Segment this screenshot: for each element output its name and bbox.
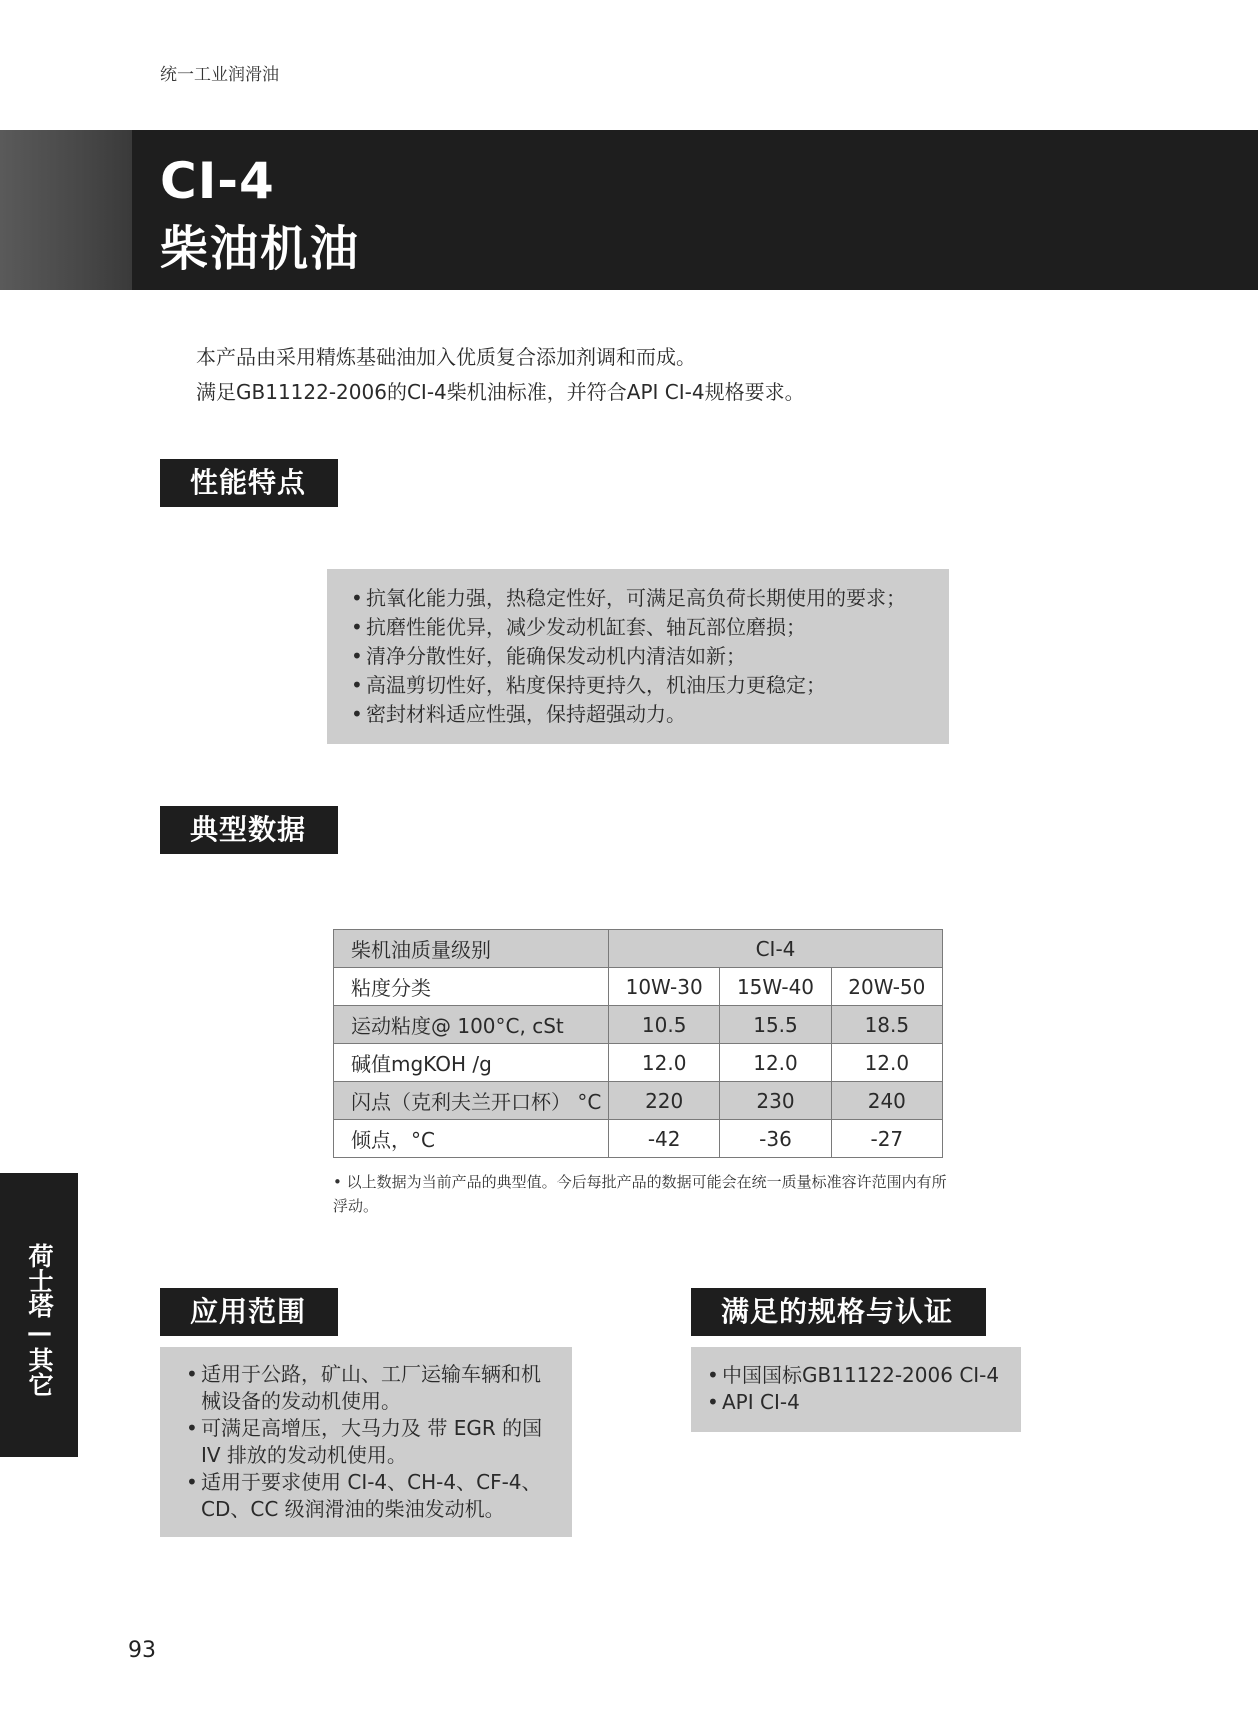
- table-row: [334, 1044, 943, 1082]
- feature-item: • 密封材料适应性强，保持超强动力。: [351, 700, 925, 729]
- feature-item: • 清净分散性好，能确保发动机内清洁如新；: [351, 642, 925, 671]
- table-cell: 12.0: [720, 1044, 831, 1082]
- table-cell: 10W-30: [609, 968, 720, 1006]
- application-section-title: 应用范围: [160, 1288, 338, 1336]
- spec-item: • API CI-4: [707, 1389, 1005, 1416]
- specs-box: [691, 1347, 1021, 1432]
- table-cell: -27: [831, 1120, 942, 1158]
- intro-text: [196, 340, 805, 410]
- table-cell: -42: [609, 1120, 720, 1158]
- table-cell: 15.5: [720, 1006, 831, 1044]
- table-cell: 12.0: [609, 1044, 720, 1082]
- table-row: [334, 968, 943, 1006]
- table-cell: 240: [831, 1082, 942, 1120]
- feature-item: • 抗磨性能优异，减少发动机缸套、轴瓦部位磨损；: [351, 613, 925, 642]
- brand-header: 统一工业润滑油: [160, 65, 279, 85]
- typical-data-table: [333, 929, 943, 1158]
- typical-data-table-wrap: [333, 929, 943, 1158]
- feature-item: • 高温剪切性好，粘度保持更持久，机油压力更稳定；: [351, 671, 925, 700]
- table-cell: 10.5: [609, 1006, 720, 1044]
- spec-item: • 中国国标GB11122-2006 CI-4: [707, 1362, 1005, 1389]
- table-cell-label: 闪点（克利夫兰开口杯） °C: [334, 1082, 609, 1120]
- intro-line: 本产品由采用精炼基础油加入优质复合添加剂调和而成。: [196, 345, 696, 369]
- application-item: • 可满足高增压，大马力及 带 EGR 的国 IV 排放的发动机使用。: [186, 1415, 552, 1469]
- product-title: 柴油机油: [160, 221, 361, 277]
- table-row: [334, 1120, 943, 1158]
- table-cell-label: 碱值mgKOH /g: [334, 1044, 609, 1082]
- title-banner: [0, 130, 1258, 290]
- table-cell-label: 粘度分类: [334, 968, 609, 1006]
- table-cell: 15W-40: [720, 968, 831, 1006]
- table-cell: 220: [609, 1082, 720, 1120]
- product-code: CI-4: [160, 152, 275, 210]
- table-row: [334, 930, 943, 968]
- table-cell-label: 运动粘度@ 100°C, cSt: [334, 1006, 609, 1044]
- table-cell: -36: [720, 1120, 831, 1158]
- table-row: [334, 1082, 943, 1120]
- table-cell-grade: CI-4: [609, 930, 943, 968]
- table-cell: 12.0: [831, 1044, 942, 1082]
- application-item: • 适用于公路，矿山、工厂运输车辆和机械设备的发动机使用。: [186, 1361, 552, 1415]
- intro-line: 满足GB11122-2006的CI-4柴机油标准，并符合API CI-4规格要求。: [196, 380, 805, 404]
- table-footnote: • 以上数据为当前产品的典型值。今后每批产品的数据可能会在统一质量标准容许范围内有所浮动。: [333, 1173, 947, 1215]
- table-cell-label: 柴机油质量级别: [334, 930, 609, 968]
- specs-section-title: 满足的规格与认证: [691, 1288, 986, 1336]
- table-cell: 20W-50: [831, 968, 942, 1006]
- typical-data-section-title: 典型数据: [160, 806, 338, 854]
- page-number: 93: [128, 1638, 156, 1663]
- table-cell-label: 倾点，°C: [334, 1120, 609, 1158]
- banner-accent-strip: [0, 130, 132, 290]
- application-item: • 适用于要求使用 CI-4、CH-4、CF-4、CD、CC 级润滑油的柴油发动机。: [186, 1469, 552, 1523]
- features-box: [327, 569, 949, 744]
- side-tab-label: 荷士塔—其它: [25, 1243, 54, 1397]
- application-box: [160, 1347, 572, 1537]
- features-section-title: 性能特点: [160, 459, 338, 507]
- table-row: [334, 1006, 943, 1044]
- table-cell: 18.5: [831, 1006, 942, 1044]
- feature-item: • 抗氧化能力强，热稳定性好，可满足高负荷长期使用的要求；: [351, 584, 925, 613]
- side-tab: [0, 1173, 78, 1457]
- table-cell: 230: [720, 1082, 831, 1120]
